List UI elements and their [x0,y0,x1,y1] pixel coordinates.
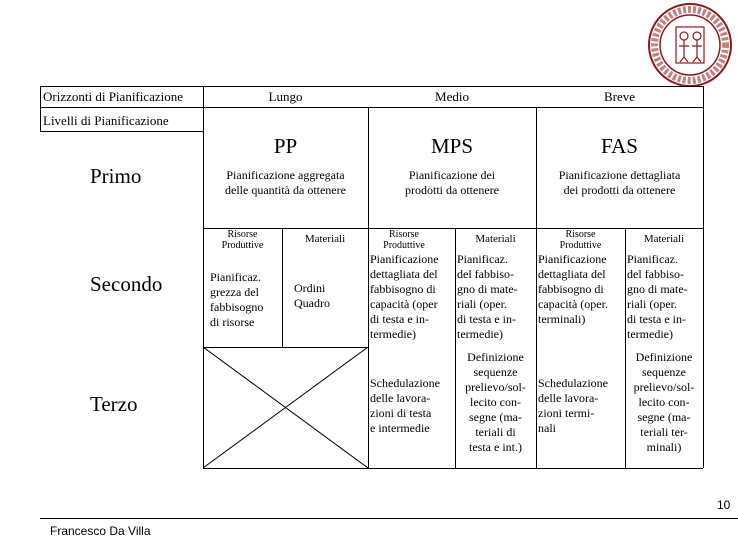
header-lungo: Lungo [268,89,303,104]
fas-risorse-text: Pianificazione dettagliata del fabbisogno di capacità (oper. terminali) [538,252,608,326]
pp-risorse-head: Risorse Produttive [221,229,264,251]
mps-terzo-materiali: Definizione sequenze prelievo/sol- lecito con- segne (ma- teriali di testa e int.) [465,350,526,454]
mps-materiali-head: Materiali [475,233,516,245]
level-primo: Primo [90,164,142,188]
mps-materiali-text: Pianificaz. del fabbiso- gno di mate- riali (oper. di testa e in- termedie) [457,252,518,341]
pp-materiali-head: Materiali [304,233,346,245]
pp-title: PP [273,134,298,158]
mps-risorse-head: Risorse Produttive [383,229,425,251]
mps-description: Pianificazione dei prodotti da ottenere [405,168,499,197]
header-orizzonti: Orizzonti di Pianificazione [43,89,184,104]
header-medio: Medio [435,89,469,104]
header-livelli: Livelli di Pianificazione [43,113,169,128]
university-seal-logo [646,2,734,88]
fas-risorse-head: Risorse Produttive [559,229,602,251]
empty-cell-cross [203,347,368,468]
mps-risorse-text: Pianificazione dettagliata del fabbisogno di capacità (oper di testa e in- termedie) [370,252,439,341]
pp-description: Pianificazione aggregata delle quantità da ottenere [225,168,346,197]
header-breve: Breve [603,89,636,104]
fas-materiali-head: Materiali [643,233,685,245]
mps-title: MPS [430,134,474,158]
pp-risorse-text: Pianificaz. grezza del fabbisogno di risorse [210,270,264,329]
fas-terzo-risorse: Schedulazione delle lavora- zioni termi- nali [538,376,608,435]
fas-materiali-text: Pianificaz. del fabbiso- gno di mate- riali (oper. di testa e in- termedie) [627,252,688,341]
author: Francesco Da Villa [50,524,151,538]
fas-terzo-materiali: Definizione sequenze prelievo/sol- lecito con- segne (ma- teriali ter- minali) [633,350,695,454]
page-number: 10 [717,498,731,512]
mps-terzo-risorse: Schedulazione delle lavora- zioni di testa e intermedie [370,376,440,435]
level-secondo: Secondo [90,272,163,296]
level-terzo: Terzo [90,392,138,416]
fas-description: Pianificazione dettagliata dei prodotti da ottenere [558,168,681,197]
pp-materiali-text: Ordini Quadro [294,281,330,310]
fas-title: FAS [601,134,638,158]
